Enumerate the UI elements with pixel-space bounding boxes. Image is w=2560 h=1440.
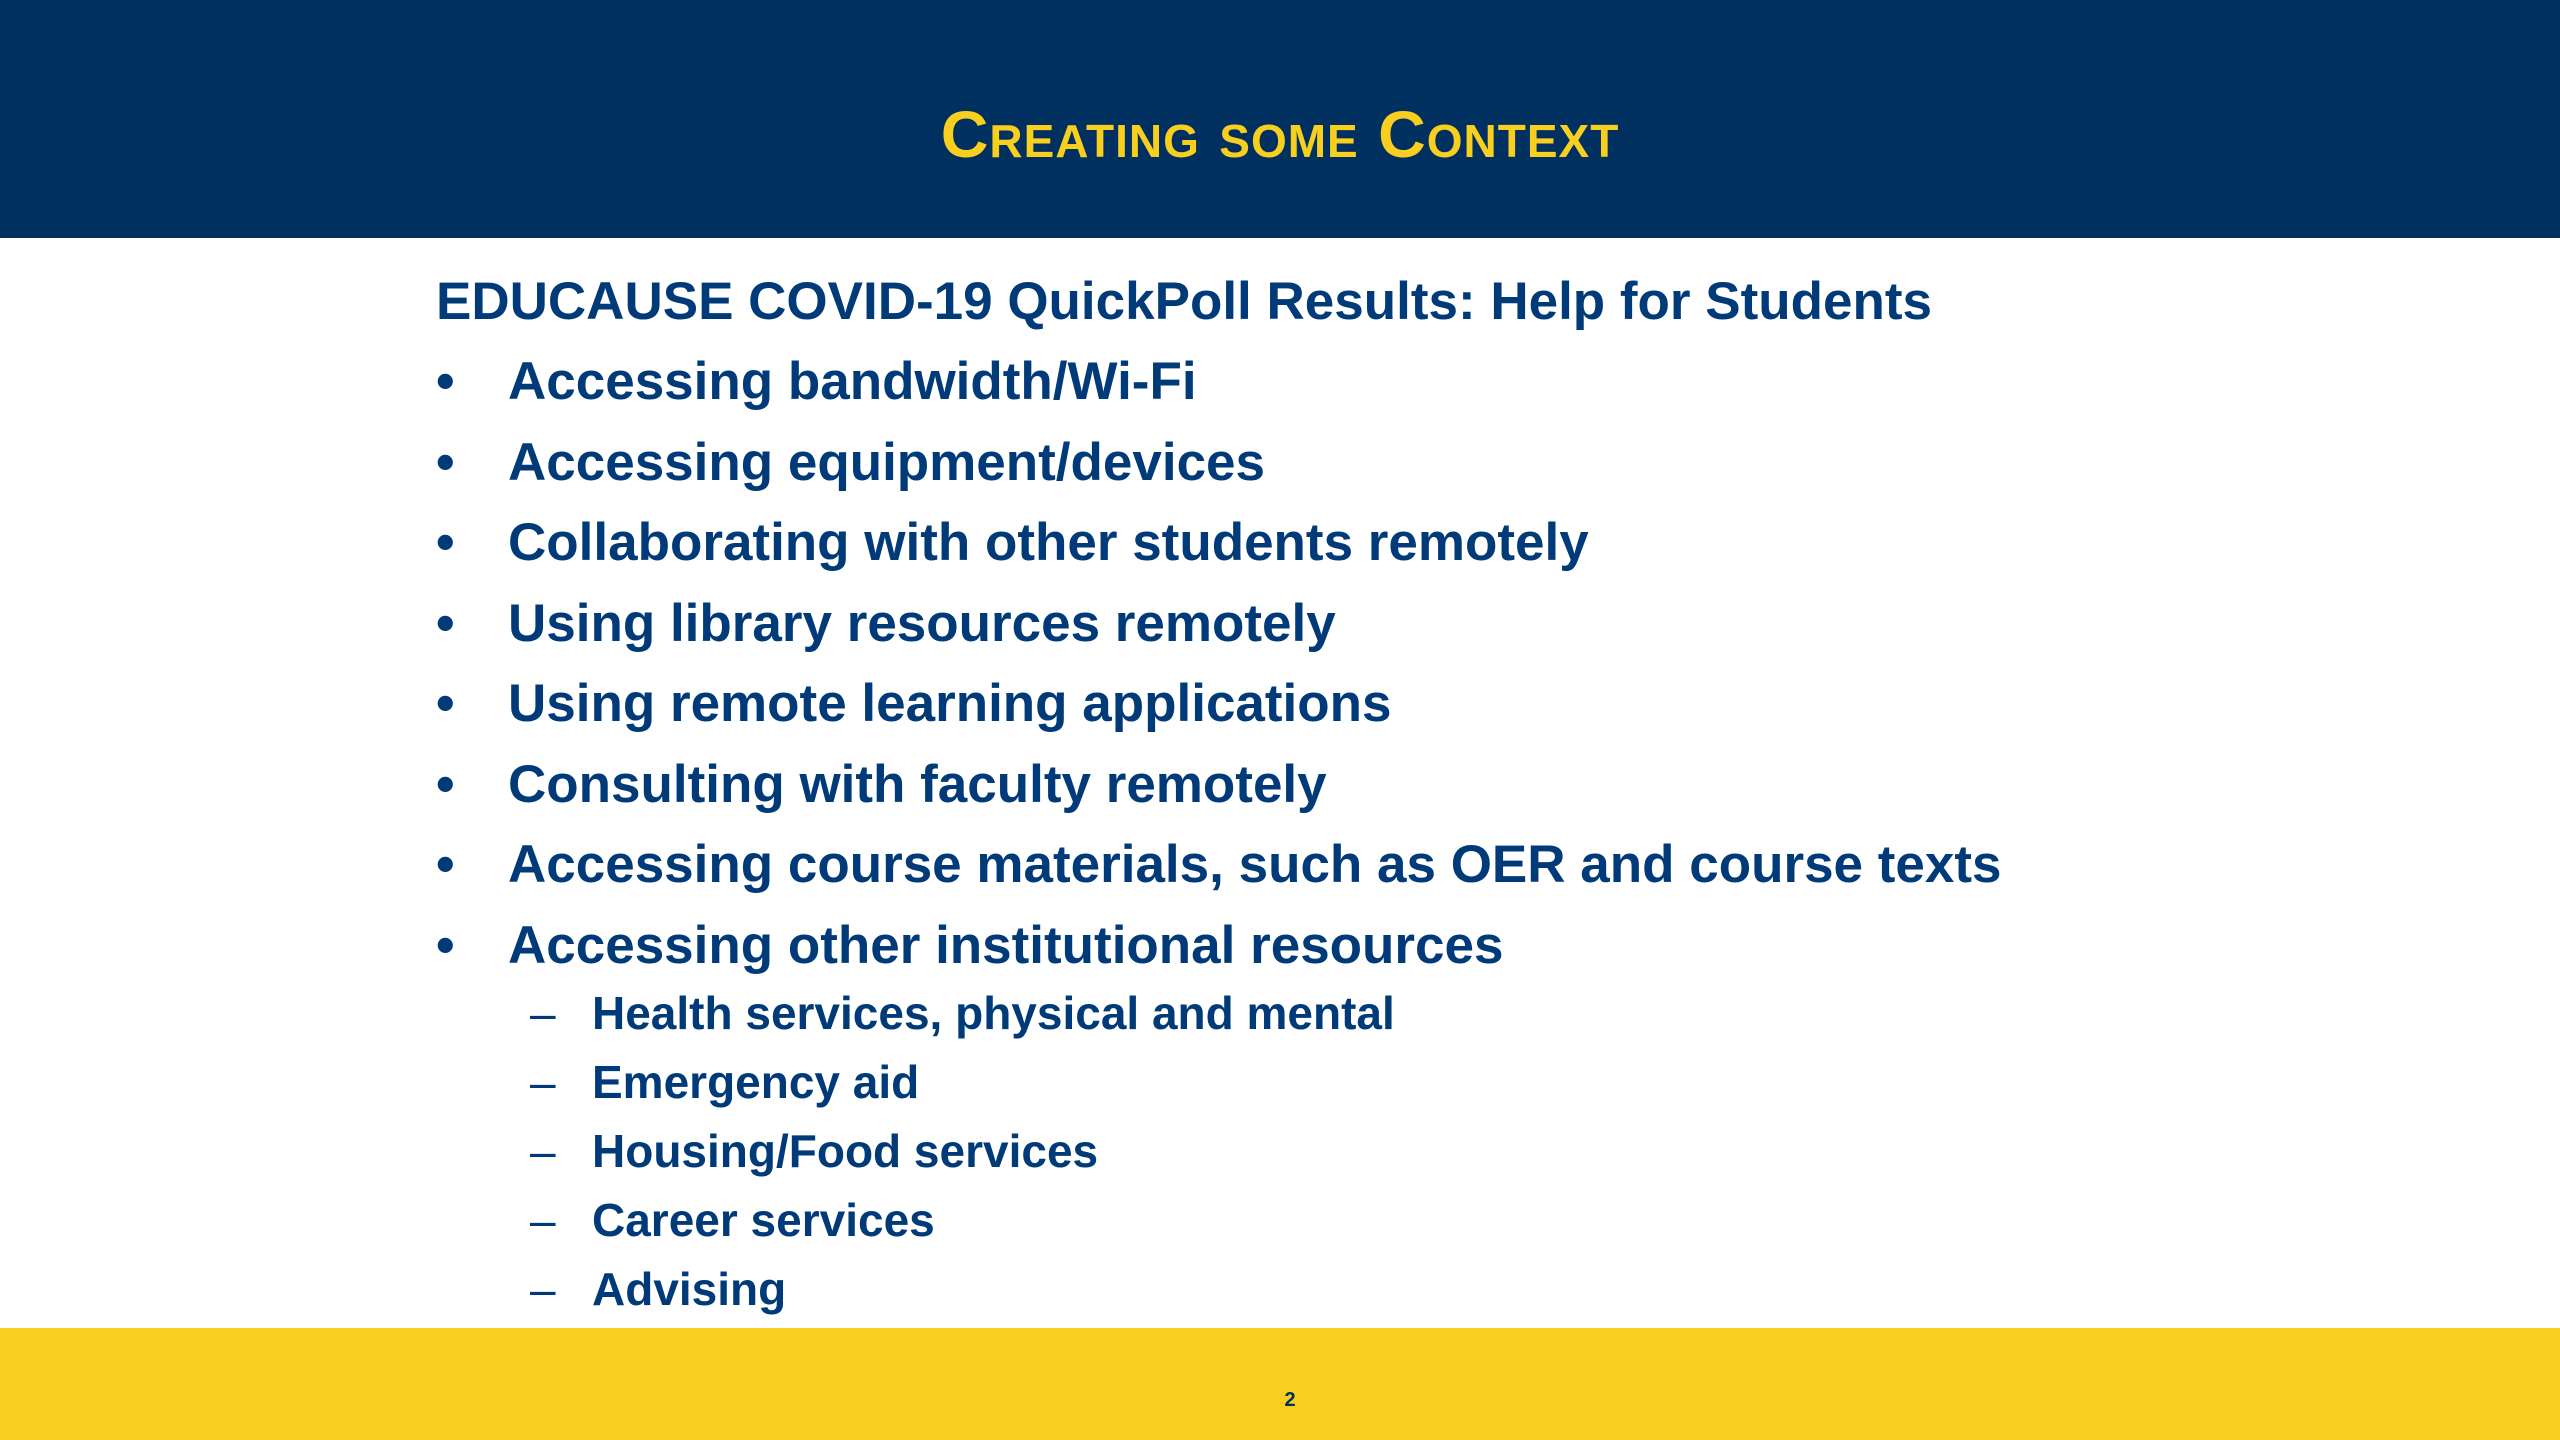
bullet-text: Accessing equipment/devices <box>508 432 1266 492</box>
sub-bullet-marker: – <box>530 1055 556 1108</box>
bullet-item <box>436 833 2336 914</box>
sub-bullet-text: Emergency aid <box>592 1055 920 1108</box>
bullet-marker: • <box>436 754 455 814</box>
sub-bullet-text: Housing/Food services <box>592 1124 1099 1177</box>
sub-bullet-marker: – <box>530 986 556 1039</box>
bullet-text: Accessing course materials, such as OER and course texts <box>508 835 2002 894</box>
sub-bullet-marker: – <box>530 1124 556 1177</box>
page-number: 2 <box>1284 1389 1296 1411</box>
bullet-item <box>436 672 2336 753</box>
bullet-item <box>436 914 2336 986</box>
slide-title: Creating some Context <box>940 97 1620 171</box>
bullet-marker: • <box>436 674 455 733</box>
slide-content <box>436 270 2336 1331</box>
bullet-text: Using library resources remotely <box>508 593 1336 653</box>
bullet-item <box>436 511 2336 592</box>
bullet-text: Collaborating with other students remotely <box>508 513 1589 572</box>
bullet-marker: • <box>436 915 455 975</box>
bullet-text: Accessing other institutional resources <box>508 915 1504 975</box>
bullet-marker: • <box>436 432 455 492</box>
sub-bullet-marker: – <box>530 1193 556 1246</box>
sub-bullet-text: Advising <box>592 1262 787 1315</box>
bullet-text: Using remote learning applications <box>508 674 1392 733</box>
bullet-marker: • <box>436 593 455 653</box>
sub-bullet-item <box>436 1124 2336 1193</box>
bullet-item <box>436 431 2336 512</box>
sub-bullet-item <box>436 1193 2336 1262</box>
sub-bullet-text: Career services <box>592 1193 935 1246</box>
sub-bullet-marker: – <box>530 1262 556 1315</box>
bullet-list <box>436 350 2336 986</box>
bullet-text: Consulting with faculty remotely <box>508 754 1327 814</box>
sub-bullet-item <box>436 1262 2336 1331</box>
bullet-marker: • <box>436 513 455 572</box>
bullet-item <box>436 350 2336 431</box>
bullet-item <box>436 592 2336 673</box>
bullet-text: Accessing bandwidth/Wi-Fi <box>508 352 1197 411</box>
footer-band <box>0 1328 2560 1440</box>
bullet-item <box>436 753 2336 834</box>
bullet-marker: • <box>436 352 455 411</box>
sub-bullet-text: Health services, physical and mental <box>592 986 1395 1039</box>
sub-bullet-list <box>436 986 2336 1331</box>
sub-bullet-item <box>436 1055 2336 1124</box>
bullet-marker: • <box>436 835 455 894</box>
sub-bullet-item <box>436 986 2336 1055</box>
content-heading: EDUCAUSE COVID-19 QuickPoll Results: Help for Students <box>436 272 1933 331</box>
